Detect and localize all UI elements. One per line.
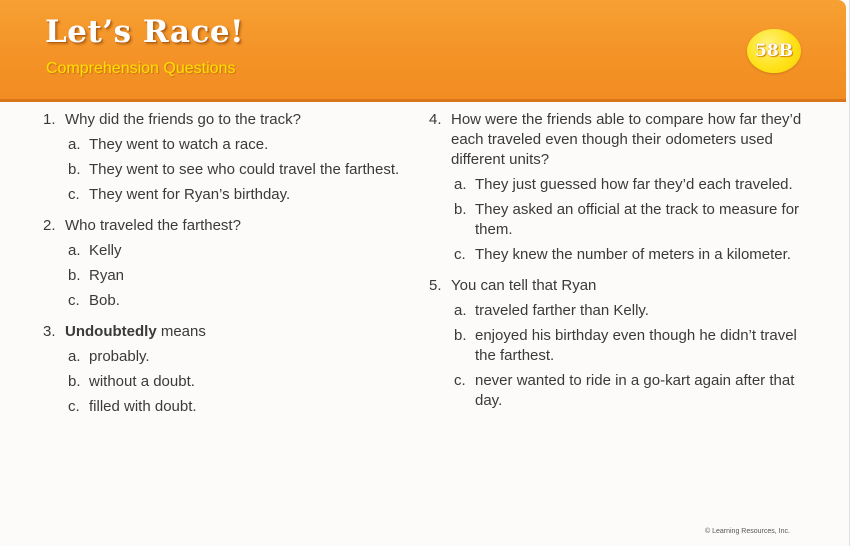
question-4: [429, 110, 819, 265]
answer-option: [43, 160, 423, 180]
option-text: They asked an official at the track to measure for them.: [475, 201, 800, 238]
question-stem: [429, 110, 819, 170]
option-letter: a.: [68, 348, 81, 365]
answer-option: [429, 245, 819, 265]
option-letter: a.: [68, 242, 81, 259]
option-letter: c.: [454, 246, 466, 263]
answer-options: [43, 135, 423, 205]
option-text: enjoyed his birthday even though he didn’t travel the farthest.: [475, 327, 797, 364]
question-stem: [43, 110, 423, 130]
answer-option: [43, 135, 423, 155]
option-text: They just guessed how far they’d each traveled.: [475, 176, 793, 193]
option-letter: a.: [454, 176, 467, 193]
question-3: [43, 322, 423, 417]
question-5: [429, 276, 819, 411]
left-column: [43, 110, 423, 422]
answer-option: [43, 397, 423, 417]
answer-option: [429, 200, 819, 240]
answer-option: [43, 185, 423, 205]
card-header: [0, 0, 846, 102]
option-text: They went to see who could travel the farthest.: [89, 161, 400, 178]
option-text: never wanted to ride in a go-kart again after that day.: [475, 372, 795, 409]
option-text: without a doubt.: [89, 373, 195, 390]
answer-options: [429, 175, 819, 265]
question-stem: [43, 216, 423, 236]
option-text: Ryan: [89, 267, 125, 284]
option-letter: c.: [68, 398, 80, 415]
answer-option: [429, 326, 819, 366]
question-text: Who traveled the farthest?: [65, 217, 241, 234]
option-letter: a.: [454, 302, 467, 319]
option-text: Bob.: [89, 292, 120, 309]
answer-option: [429, 371, 819, 411]
card-number-label: 58B: [754, 41, 794, 61]
right-column: [429, 110, 819, 416]
copyright-notice: © Learning Resources, Inc.: [705, 528, 790, 535]
answer-option: [43, 291, 423, 311]
answer-options: [429, 301, 819, 411]
question-number: 5.: [429, 277, 442, 294]
option-text: traveled farther than Kelly.: [475, 302, 649, 319]
question-number: 1.: [43, 111, 56, 128]
option-letter: c.: [68, 186, 80, 203]
option-text: They knew the number of meters in a kilometer.: [475, 246, 791, 263]
question-text: You can tell that Ryan: [451, 277, 597, 294]
option-letter: b.: [454, 327, 467, 344]
answer-options: [43, 241, 423, 311]
option-text: Kelly: [89, 242, 122, 259]
question-stem: [43, 322, 423, 342]
option-letter: a.: [68, 136, 81, 153]
card-title: Let’s Race!: [45, 14, 245, 50]
answer-option: [429, 175, 819, 195]
option-letter: b.: [68, 161, 81, 178]
option-letter: b.: [68, 267, 81, 284]
option-letter: b.: [454, 201, 467, 218]
question-stem: [429, 276, 819, 296]
answer-options: [43, 347, 423, 417]
question-number: 4.: [429, 111, 442, 128]
answer-option: [429, 301, 819, 321]
option-letter: b.: [68, 373, 81, 390]
question-number: 3.: [43, 323, 56, 340]
option-letter: c.: [454, 372, 466, 389]
answer-option: [43, 372, 423, 392]
question-keyword: Undoubtedly: [65, 323, 157, 340]
question-number: 2.: [43, 217, 56, 234]
option-text: They went for Ryan’s birthday.: [89, 186, 291, 203]
question-2: [43, 216, 423, 311]
option-text: filled with doubt.: [89, 398, 197, 415]
answer-option: [43, 347, 423, 367]
option-text: They went to watch a race.: [89, 136, 269, 153]
answer-option: [43, 266, 423, 286]
card-subtitle: Comprehension Questions: [46, 60, 236, 77]
option-text: probably.: [89, 348, 150, 365]
question-1: [43, 110, 423, 205]
question-text: means: [156, 323, 206, 340]
answer-option: [43, 241, 423, 261]
option-letter: c.: [68, 292, 80, 309]
question-text: How were the friends able to compare how far they’d each traveled even though their odometers used different units?: [451, 111, 802, 168]
question-text: Why did the friends go to the track?: [65, 111, 301, 128]
card-number-badge: [747, 29, 801, 73]
